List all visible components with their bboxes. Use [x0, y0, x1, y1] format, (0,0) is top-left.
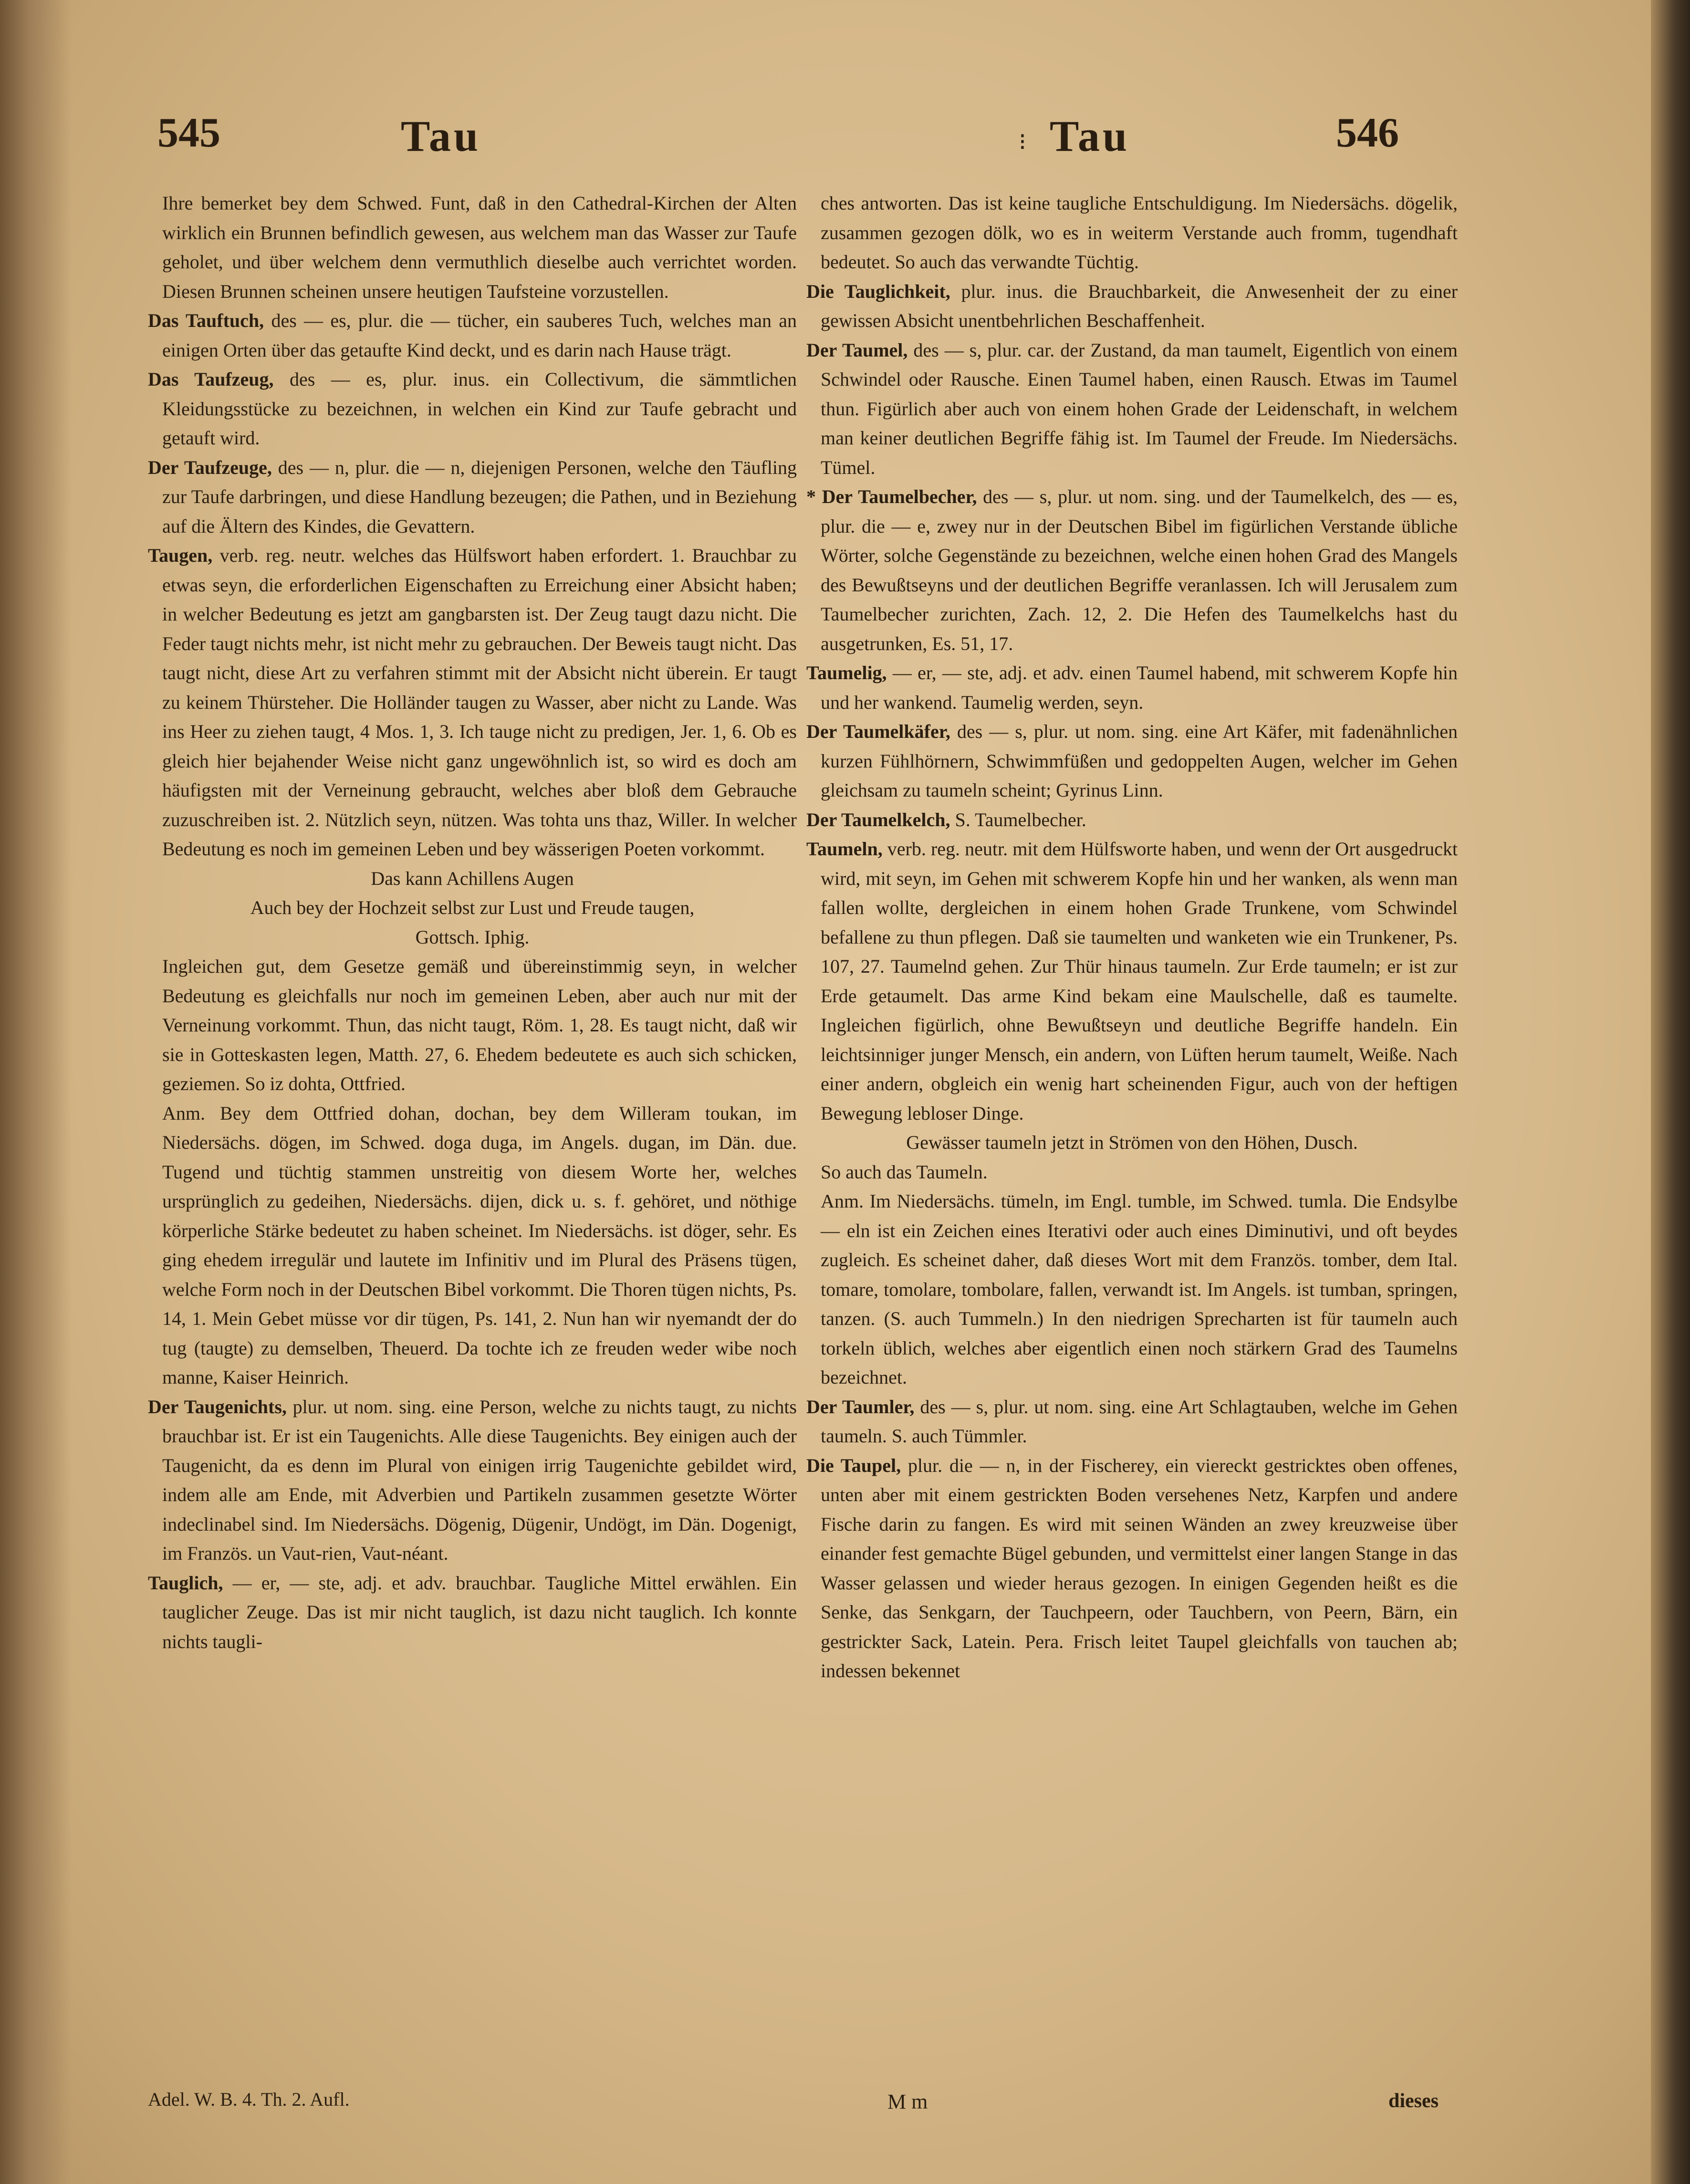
entry-headword: Taugen,: [148, 545, 213, 566]
entry-text: des — n, plur. die — n, diejenigen Personen, welche den Täufling zur Taufe darbringen, und diese Handlung bezeugen; die Pathen, und in Beziehung auf die Ältern des Kindes, die Gevattern.: [162, 456, 797, 537]
right-column: [806, 189, 1458, 1686]
dictionary-entry: [148, 1568, 797, 1657]
entry-headword: Der Taumel,: [806, 339, 908, 361]
entry-headword: Der Taufzeuge,: [148, 456, 272, 478]
continuation-paragraph: [806, 1186, 1458, 1392]
entry-text: des — es, plur. inus. ein Collectivum, die sämmtlichen Kleidungsstücke zu bezeichnen, in welchen ein Kind zur Taufe gebracht und getauft wird.: [162, 368, 797, 449]
verse-line: [148, 923, 797, 952]
entry-text: Anm. Bey dem Ottfried dohan, dochan, bey dem Willeram toukan, im Niedersächs. dögen, im Schwed. doga duga, im Angels. dugan, im Dän. due. Tugend und tüchtig stammen unstreitig von diesem Worte her, welches ursprünglich zu gedeihen, Niedersächs. dijen, dick u. s. f. gehöret, und nöthige körperliche Stärke bedeutet zu haben scheinet. Im Niedersächs. ist döger, sehr. Es ging ehedem irregulär und lautete im Infinitiv und im Plural des Präsens tügen, welche Form noch in der Deutschen Bibel vorkommt. Die Thoren tügen nichts, Ps. 14, 1. Mein Gebet müsse vor dir tügen, Ps. 141, 2. Nun han wir nyemandt der do tug (taugte) zu demselben, Theuerd. Da tochte ich ze freuden weder wibe noch manne, Kaiser Heinrich.: [162, 1102, 797, 1388]
volume-signature: Adel. W. B. 4. Th. 2. Aufl.: [148, 2089, 350, 2110]
entry-headword: Der Taumelkäfer,: [806, 721, 950, 742]
verse-line: [148, 893, 797, 923]
entry-text: plur. inus. die Brauchbarkeit, die Anwesenheit der zu einer gewissen Absicht unentbehrlichen Beschaffenheit.: [821, 280, 1458, 331]
dictionary-entry: [148, 365, 797, 453]
gathering-signature: M m: [887, 2090, 928, 2113]
continuation-paragraph: [806, 1157, 1458, 1187]
dictionary-entry: [148, 306, 797, 365]
left-running-head: Tau: [401, 112, 481, 160]
entry-text: — er, — ste, adj. et adv. einen Taumel habend, mit schwerem Kopfe hin und her wankend. Taumelig werden, seyn.: [821, 662, 1458, 713]
left-column: [148, 189, 797, 1656]
dictionary-entry: [806, 658, 1458, 717]
entry-text: plur. ut nom. sing. eine Person, welche zu nichts taugt, zu nichts brauchbar ist. Er ist ein Taugenichts. Alle diese Taugenichts. Bey einigen auch der Taugenicht, da es denn im Plural von einigen irrig Taugenichte gebildet wird, indem alle am Ende, mit Adverbien und Partikeln zusammen gesetzte Wörter indeclinabel sind. Im Niedersächs. Dögenig, Dügenir, Undögt, im Dän. Dogenigt, im Französ. un Vaut-rien, Vaut-néant.: [162, 1396, 797, 1564]
dictionary-entry: [806, 805, 1458, 835]
entry-text: verb. reg. neutr. mit dem Hülfsworte haben, und wenn der Ort ausgedruckt wird, mit seyn, im Gehen mit schwerem Kopfe hin und her wanken, als wenn man fallen wollte, dergleichen in einem hohen Grade Trunkene, vom Schwindel befallene zu thun pflegen. Daß sie taumelten und wanketen wie ein Trunkener, Ps. 107, 27. Taumelnd gehen. Zur Thür hinaus taumeln. Zur Erde taumeln; er ist zur Erde getaumelt. Das arme Kind bekam eine Maulschelle, daß es taumelte. Ingleichen figürlich, ohne Bewußtseyn und deutliche Begriffe handeln. Ein leichtsinniger junger Mensch, ein andern, von Lüften herum taumelt, Weiße. Nach einer andern, obgleich ein wenig hart scheinenden Figur, auch von der heftigen Bewegung lebloser Dinge.: [821, 838, 1458, 1124]
continuation-paragraph: [806, 189, 1458, 277]
dictionary-entry: [806, 834, 1458, 1128]
continuation-paragraph: [148, 189, 797, 306]
entry-headword: Das Tauftuch,: [148, 310, 264, 331]
right-page-number: 546: [1336, 110, 1399, 156]
entry-text: des — s, plur. ut nom. sing. eine Art Käfer, mit fadenähnlichen kurzen Fühlhörnern, Schwimmfüßen und gedoppelten Augen, welcher im Gehen gleichsam zu taumeln scheint; Gyrinus Linn.: [821, 721, 1458, 801]
entry-headword: Der Taumler,: [806, 1396, 915, 1418]
dictionary-entry: [806, 277, 1458, 336]
entry-headword: Das Taufzeug,: [148, 368, 274, 390]
entry-text: S. Taumelbecher.: [950, 808, 1086, 830]
entry-text: Ingleichen gut, dem Gesetze gemäß und übereinstimmig seyn, in welcher Bedeutung es gleichfalls nur noch im gemeinen Leben, aber auch nur mit der Verneinung vorkommt. Thun, das nicht taugt, Röm. 1, 28. Es taugt nicht, daß wir sie in Gotteskasten legen, Matth. 27, 6. Ehedem bedeutete es auch sich schicken, geziemen. So iz dohta, Ottfried.: [162, 956, 797, 1094]
dictionary-entry: [806, 717, 1458, 805]
page-edge-shadow: [1651, 0, 1690, 2184]
dictionary-entry: [148, 1392, 797, 1568]
entry-headword: Tauglich,: [148, 1572, 223, 1594]
entry-text: Ihre bemerket bey dem Schwed. Funt, daß in den Cathedral-Kirchen der Alten wirklich ein Brunnen befindlich gewesen, aus welchem man das Wasser zur Taufe geholet, und über welchem denn vermuthlich dieselbe auch verrichtet worden. Diesen Brunnen scheinen unsere heutigen Taufsteine vorzustellen.: [162, 192, 797, 302]
entry-text: verb. reg. neutr. welches das Hülfswort haben erfordert. 1. Brauchbar zu etwas seyn, die erforderlichen Eigenschaften zu Erreichung einer Absicht haben; in welcher Bedeutung es jetzt am gangbarsten ist. Der Zeug taugt dazu nicht. Die Feder taugt nichts mehr, ist nicht mehr zu gebrauchen. Der Beweis taugt nicht. Das taugt nicht, diese Art zu verfahren stimmt mit der Absicht nicht überein. Er taugt zu keinem Thürsteher. Die Holländer taugen zu Wasser, aber nicht zu Lande. Was ins Heer zu ziehen taugt, 4 Mos. 1, 3. Ich tauge nicht zu predigen, Jer. 1, 6. Ob es gleich hier bejahender Weise nicht ganz ungewöhnlich ist, so wird es doch am häufigsten mit der Verneinung gebraucht, welches aber bloß dem Gebrauche zuzuschreiben ist. 2. Nützlich seyn, nützen. Was tohta uns thaz, Willer. In welcher Bedeutung es noch im gemeinen Leben und bey wässerigen Poeten vorkommt.: [162, 545, 797, 860]
entry-headword: Die Tauglichkeit,: [806, 280, 950, 302]
entry-text: des — es, plur. die — tücher, ein sauberes Tuch, welches man an einigen Orten über das getaufte Kind deckt, und es darin nach Hause trägt.: [162, 310, 797, 361]
entry-headword: Der Taumelkelch,: [806, 808, 950, 830]
entry-text: ches antworten. Das ist keine taugliche Entschuldigung. Im Niedersächs. dögelik, zusammen gezogen dölk, wo es in weiterm Verstande auch fromm, tugendhaft bedeutet. So auch das verwandte Tüchtig.: [821, 192, 1458, 273]
entry-text: des — s, plur. ut nom. sing. eine Art Schlagtauben, welche im Gehen taumeln. S. auch Tümmler.: [821, 1396, 1458, 1447]
dictionary-entry: [148, 453, 797, 541]
dictionary-entry: [148, 541, 797, 864]
entry-text: Auch bey der Hochzeit selbst zur Lust und Freude taugen,: [250, 897, 695, 918]
right-running-head: Tau: [1050, 112, 1130, 160]
dictionary-entry: [806, 1451, 1458, 1686]
entry-text: Anm. Im Niedersächs. tümeln, im Engl. tumble, im Schwed. tumla. Die Endsylbe — eln ist ein Zeichen eines Iterativi oder auch eines Diminutivi, und oft beydes zugleich. Es scheinet daher, daß dieses Wort mit dem Französ. tomber, dem Ital. tomare, tomolare, tombolare, fallen, verwandt ist. Im Angels. ist tumban, springen, tanzen. (S. auch Tummeln.) In den niedrigen Sprecharten ist für taumeln auch torkeln üblich, welches aber eigentlich einen noch stärkern Grad des Taumelns bezeichnet.: [821, 1190, 1458, 1388]
entry-headword: Der Taugenichts,: [148, 1396, 287, 1418]
entry-text: des — s, plur. car. der Zustand, da man taumelt, Eigentlich von einem Schwindel oder Rausche. Einen Taumel haben, einen Rausch. Etwas im Taumel thun. Figürlich aber auch von einem hohen Grade der Leidenschaft, in welchem man keiner deutlichen Begriffe fähig ist. Im Taumel der Freude. Im Niedersächs. Tümel.: [821, 339, 1458, 478]
catchword: dieses: [1388, 2090, 1439, 2112]
entry-text: Gottsch. Iphig.: [415, 926, 530, 948]
entry-headword: Taumeln,: [806, 838, 883, 860]
dictionary-entry: [806, 482, 1458, 658]
entry-headword: * Der Taumelbecher,: [806, 486, 977, 507]
verse-line: [806, 1128, 1458, 1157]
entry-text: des — s, plur. ut nom. sing. und der Taumelkelch, des — es, plur. die — e, zwey nur in der Deutschen Bibel im figürlichen Verstande übliche Wörter, solche Gegenstände zu bezeichnen, welche einen hohen Grad des Mangels des Bewußtseyns und der deutlichen Begriffe veranlassen. Ich will Jerusalem zum Taumelbecher zurichten, Zach. 12, 2. Die Hefen des Taumelkelchs hast du ausgetrunken, Es. 51, 17.: [821, 486, 1458, 654]
continuation-paragraph: [148, 952, 797, 1099]
entry-headword: Die Taupel,: [806, 1454, 901, 1476]
left-page-number: 545: [157, 110, 220, 156]
margin-mark: ⁝: [1019, 128, 1026, 156]
verse-line: [148, 864, 797, 893]
entry-text: Das kann Achillens Augen: [371, 867, 574, 889]
entry-text: So auch das Taumeln.: [821, 1161, 988, 1183]
entry-text: — er, — ste, adj. et adv. brauchbar. Taugliche Mittel erwählen. Ein tauglicher Zeuge. Das ist mir nicht tauglich, ist dazu nicht tauglich. Ich konnte nichts taugli-: [162, 1572, 797, 1652]
entry-text: Gewässer taumeln jetzt in Strömen von den Höhen, Dusch.: [906, 1132, 1358, 1153]
entry-text: plur. die — n, in der Fischerey, ein viereckt gestricktes oben offenes, unten aber mit einem gestrickten Boden versehenes Netz, Karpfen und andere Fische darin zu fangen. Es wird mit seinen Wänden an zwey kreuzweise über einander fest gemachte Bügel gebunden, und vermittelst einer langen Stange in das Wasser gelassen und wieder heraus gezogen. In einigen Gegenden heißt es die Senke, das Senkgarn, der Tauchpeern, oder Tauchbern, von Peern, Bärn, ein gestrickter Sack, Latein. Pera. Frisch leitet Taupel gleichfalls von tauchen ab; indessen bekennet: [821, 1454, 1458, 1681]
dictionary-entry: [806, 336, 1458, 483]
entry-headword: Taumelig,: [806, 662, 887, 683]
book-spine-shadow: [0, 0, 72, 2184]
dictionary-entry: [806, 1392, 1458, 1451]
continuation-paragraph: [148, 1099, 797, 1392]
